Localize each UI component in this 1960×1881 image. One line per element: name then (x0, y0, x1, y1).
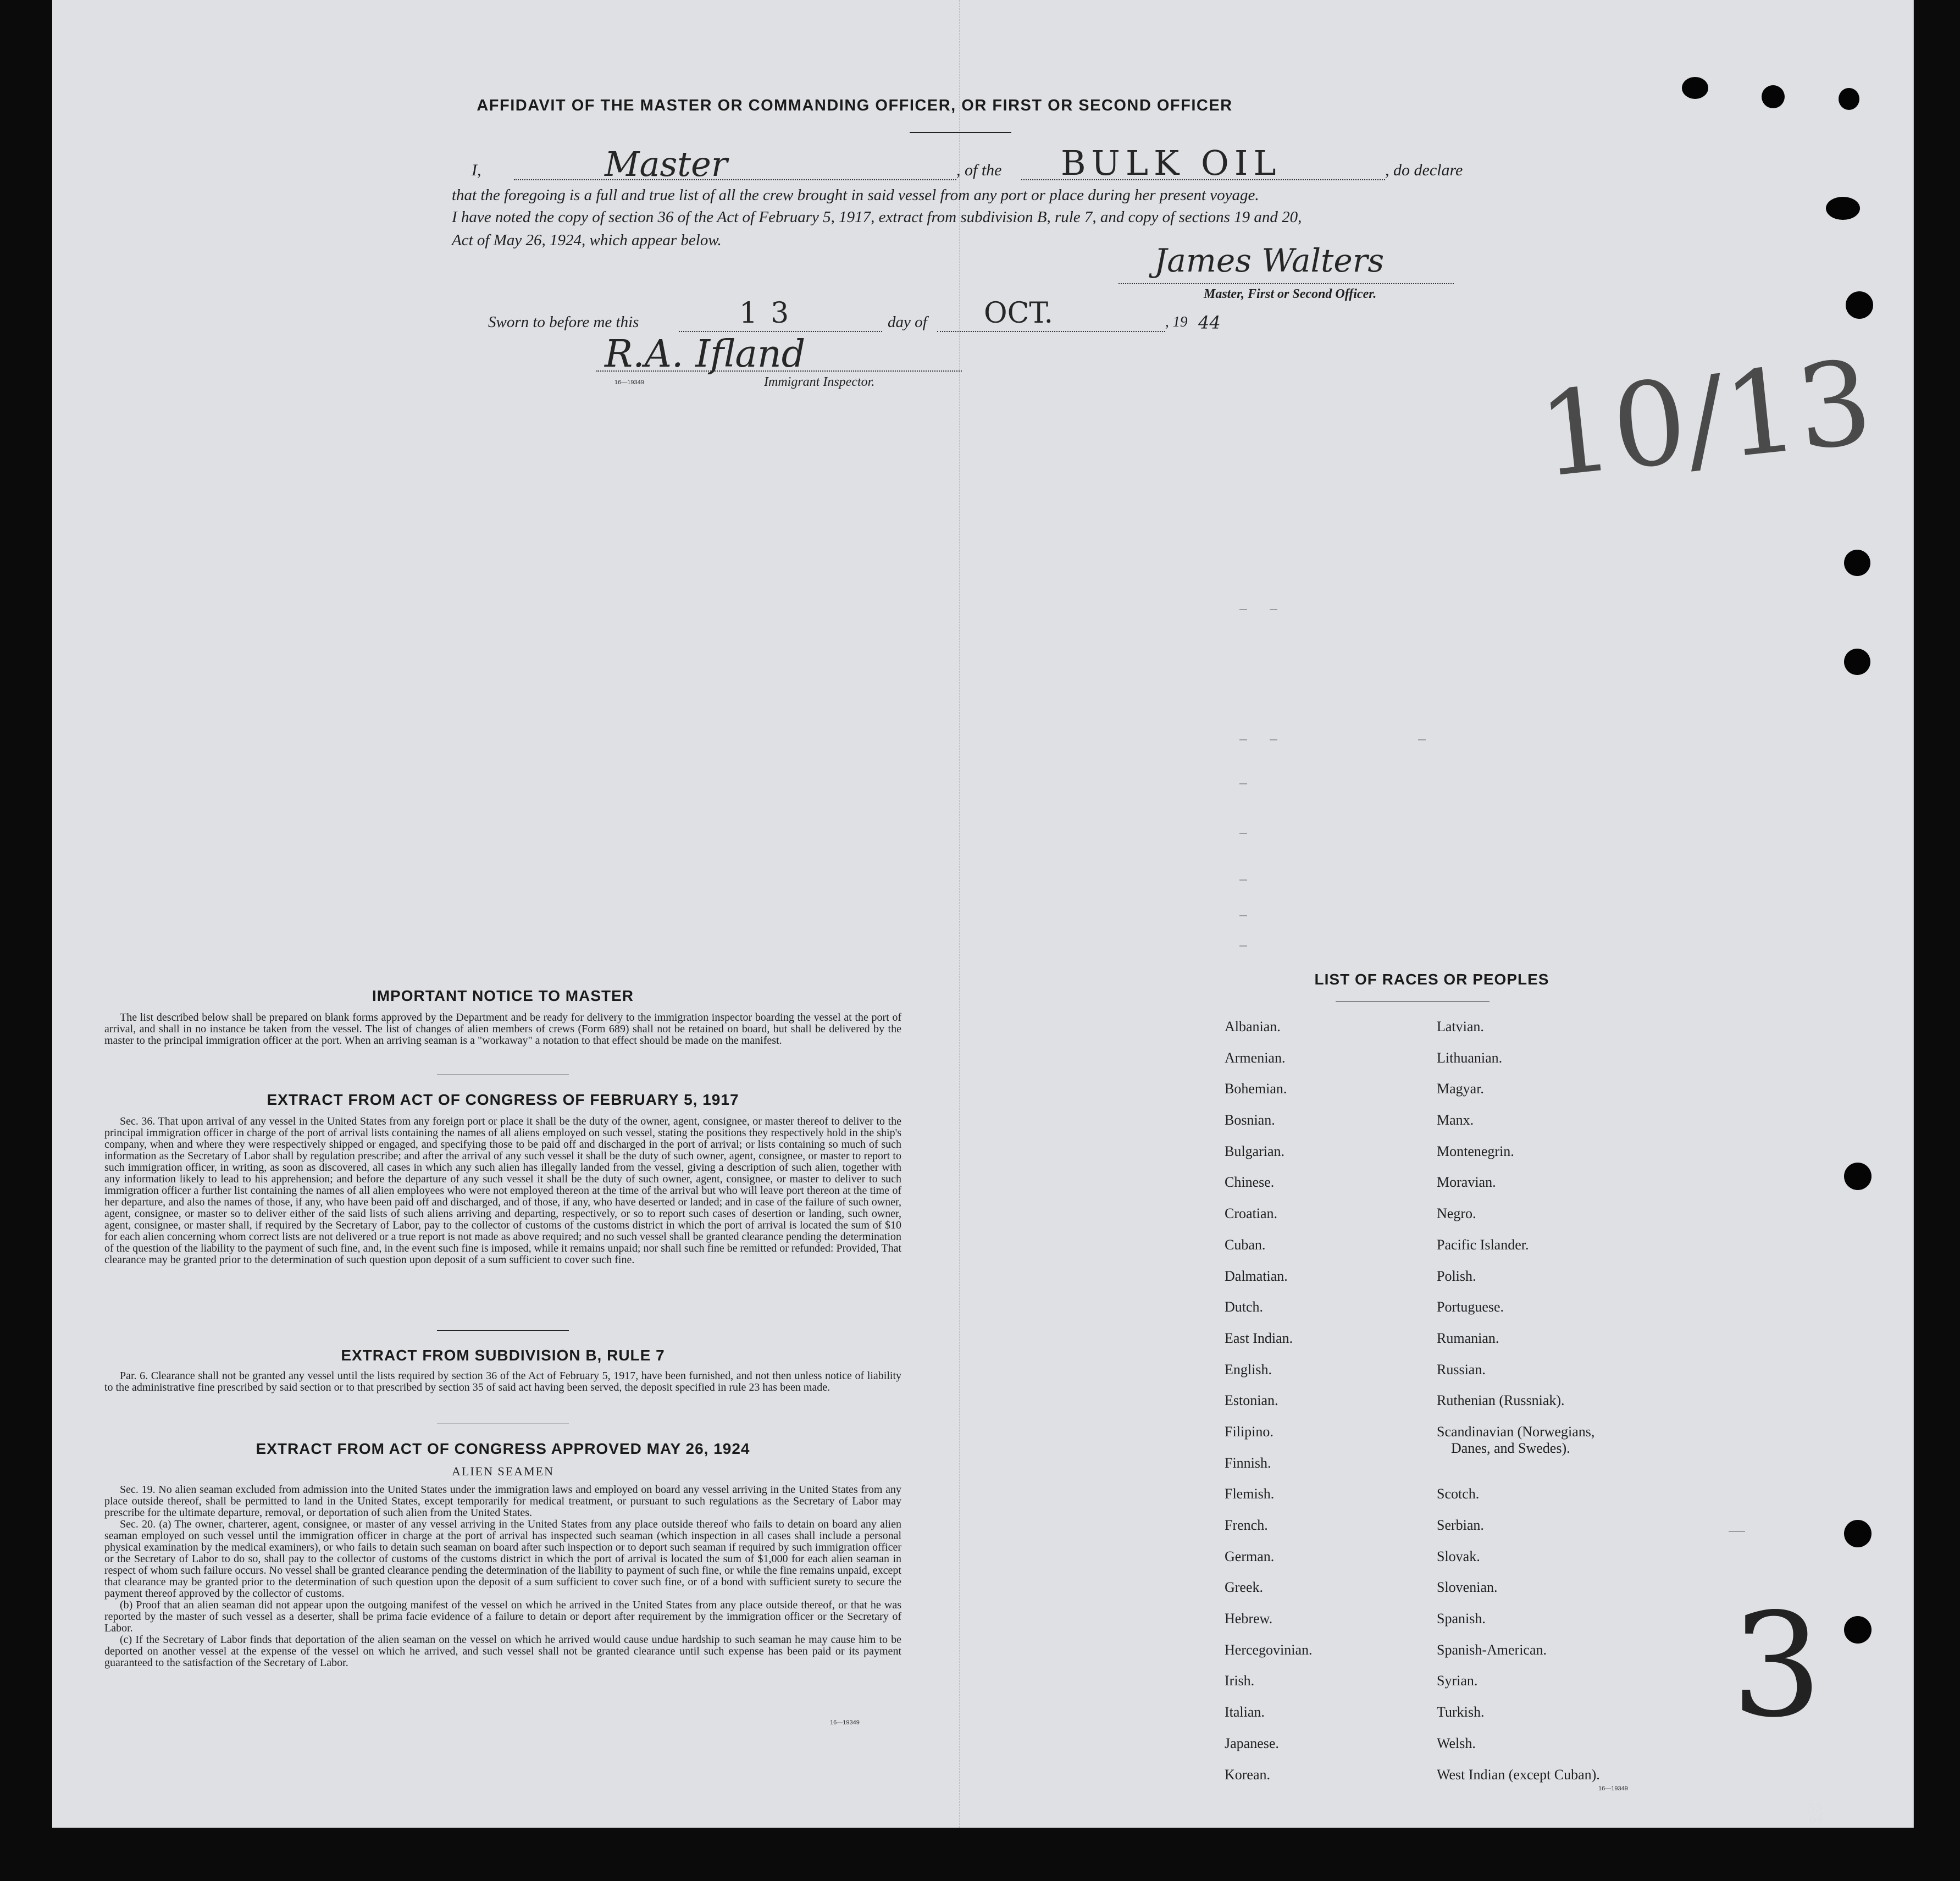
race-item: Armenian. (1225, 1049, 1286, 1066)
race-item: Scandinavian (Norwegians, (1437, 1423, 1595, 1440)
faint-mark (1270, 609, 1277, 610)
race-item: Bohemian. (1225, 1081, 1287, 1097)
extract-1917-title: EXTRACT FROM ACT OF CONGRESS OF FEBRUARY 5, 1917 (267, 1091, 739, 1108)
race-item: Scotch. (1437, 1486, 1480, 1502)
race-item: Finnish. (1225, 1454, 1271, 1471)
race-item: Rumanian. (1437, 1330, 1499, 1346)
section-36-paragraph: Sec. 36. That upon arrival of any vessel in the United States from any foreign port or place it shall be the duty of the owner, agent, consignee, or master thereof to deliver to the principal immigration officer in charge of the port of arrival lists containing the names of all aliens employed on such vessel, stating the positions they respectively hold in the ship's company, when and where they were respectively shipped or engaged, and specifying those to be paid off and discharged in the port of arrival; or lists containing so much of such information as the Secretary of Labor shall by regulation prescribe; and after the arrival of any such vessel it shall be the duty of such owner, agent, consignee, or master to report to such immigration officer, in writing, as soon as discovered, all cases in which any such alien has illegally landed from the vessel, giving a description of such alien, together with any information likely to lead to his apprehension; and before the departure of any such vessel it shall be the duty of such owner, agent, consignee, or master to deliver to such immigration officer a further list containing the names of all alien employees who were not employed thereon at the time of the arrival but who will leave port thereon at the time of her departure, and also the names of those, if any, who have been paid off and discharged, and of those, if any, who have deserted or landed; and in case of the failure of such owner, agent, consignee, or master so to deliver either of the said lists of such aliens arriving and departing, respectively, or so to report such cases of desertion or landing, such owner, agent, consignee, or master shall, if required by the Secretary of Labor, pay to the collector of customs of the customs district in which the port of arrival is located the sum of $10 for each alien concerning whom correct lists are not delivered or a true report is not made as above required; and no such vessel shall be granted clearance pending the determination of the question of the liability to the payment of such fine, and, in the event such fine is imposed, while it remains unpaid; nor shall such fine be remitted or refunded: Provided, That clearance may be granted prior to the determination of such question upon deposit of a sum sufficient to cover such fine. (104, 1115, 901, 1266)
race-item: English. (1225, 1361, 1272, 1377)
section-20a-paragraph: Sec. 20. (a) The owner, charterer, agent, consignee, or master of any vessel arriving in the United States from any place outside thereof who fails to detain on board any alien seaman employed on such vessel until the immigration officer in charge at the port of arrival has inspected such seaman (which inspection in all cases shall include a personal physical examination by the medical examiners), or who fails to detain such seaman on board after such inspection or to deport such seaman if required by such immigration officer or the Secretary of Labor to do so, shall pay to the collector of customs of the customs district in which the port of arrival is located the sum of $1,000 for each alien seaman in respect of whom such failure occurs. No vessel shall be granted clearance pending the determination of the liability to payment of such fine, or while the fine remains unpaid, except that clearance may be granted prior to the determination of such question upon the deposit of a sum sufficient to cover such fine, or of a bond with sufficient surety to secure the payment thereof approved by the collector of customs. (104, 1518, 901, 1600)
race-item: Bulgarian. (1225, 1143, 1285, 1159)
race-item: Russian. (1437, 1361, 1486, 1377)
race-item: Dutch. (1225, 1299, 1264, 1315)
notice-text (104, 1012, 901, 1047)
inspector-label: Immigrant Inspector. (764, 375, 875, 389)
races-left-column (1225, 1018, 1313, 1797)
punch-hole (1844, 649, 1870, 675)
punch-hole (1839, 88, 1859, 110)
race-item: Filipino. (1225, 1423, 1274, 1440)
race-item: Italian. (1225, 1704, 1265, 1720)
race-item: Greek. (1225, 1579, 1264, 1596)
date-annotation-handwriting: 10/13 (1532, 335, 1878, 504)
race-item: Flemish. (1225, 1486, 1275, 1502)
faint-mark (1239, 945, 1247, 947)
race-item: Pacific Islander. (1437, 1236, 1529, 1253)
extract-1917-rule (437, 1330, 569, 1331)
race-item: Magyar. (1437, 1081, 1484, 1097)
race-item: Syrian. (1437, 1673, 1478, 1689)
punch-hole (1682, 77, 1708, 99)
faint-mark (1270, 739, 1277, 740)
faint-mark (1239, 783, 1247, 784)
month-handwriting: OCT. (984, 297, 1053, 330)
faint-mark (1239, 915, 1247, 916)
punch-hole (1826, 197, 1860, 220)
faint-mark (1239, 833, 1247, 834)
race-item: Hebrew. (1225, 1611, 1273, 1627)
inspector-signature-handwriting: R.A. Ifland (605, 333, 806, 376)
race-item: Ruthenian (Russniak). (1437, 1392, 1565, 1409)
master-signature-handwriting: James Walters (1154, 242, 1385, 279)
affidavit-of-the: , of the (956, 161, 1002, 179)
race-item: Serbian. (1437, 1517, 1484, 1534)
faint-mark (1729, 1531, 1745, 1532)
corner-annotation-handwriting: 55 64 (1806, 1800, 1825, 1827)
races-title: LIST OF RACES OR PEOPLES (1314, 971, 1549, 988)
race-item: Slovenian. (1437, 1579, 1498, 1596)
day-of-text: day of (888, 313, 927, 331)
race-item: Turkish. (1437, 1704, 1485, 1720)
race-item: Polish. (1437, 1268, 1476, 1284)
faint-mark (1239, 609, 1247, 610)
master-name-handwriting: Master (605, 144, 728, 184)
punch-hole (1846, 291, 1873, 319)
faint-mark (1239, 879, 1247, 881)
race-item: Bosnian. (1225, 1112, 1275, 1128)
punch-hole (1762, 85, 1785, 108)
races-form-number: 16—19349 (1598, 1785, 1628, 1792)
year-handwriting: 44 (1198, 312, 1221, 333)
day-handwriting: 13 (739, 297, 802, 330)
race-item: Irish. (1225, 1673, 1255, 1689)
race-item: Estonian. (1225, 1392, 1278, 1409)
extract-1917-text (104, 1116, 901, 1266)
affidavit-title: AFFIDAVIT OF THE MASTER OR COMMANDING OFFICER, OR FIRST OR SECOND OFFICER (477, 97, 1233, 114)
rule7-title: EXTRACT FROM SUBDIVISION B, RULE 7 (341, 1347, 665, 1364)
races-right-column (1437, 1018, 1600, 1797)
race-item: Croatian. (1225, 1205, 1278, 1222)
vessel-name-handwriting: BULK OIL (1061, 143, 1282, 183)
year-prefix: , 19 (1165, 313, 1188, 330)
race-item: Cuban. (1225, 1236, 1266, 1253)
extract-1924-text (104, 1484, 901, 1669)
race-item: Moravian. (1437, 1174, 1496, 1191)
race-item: Welsh. (1437, 1735, 1476, 1751)
race-item: West Indian (except Cuban). (1437, 1766, 1600, 1783)
master-label: Master, First or Second Officer. (1204, 287, 1377, 301)
rule7-paragraph: Par. 6. Clearance shall not be granted any vessel until the lists required by section 36 of the Act of February 5, 1917, have been furnished, and not then unless notice of liability to the administrative fine prescribed by said section or to that prescribed by section 35 of said act having been served, the deposit specified in rule 23 has been made. (104, 1370, 901, 1393)
extract-1924-title: EXTRACT FROM ACT OF CONGRESS APPROVED MAY 26, 1924 (256, 1440, 750, 1457)
rule7-text (104, 1370, 901, 1393)
affidavit-i: I, (472, 161, 481, 179)
punch-hole (1844, 1163, 1872, 1190)
race-item: French. (1225, 1517, 1268, 1533)
notice-title: IMPORTANT NOTICE TO MASTER (372, 987, 634, 1004)
race-item: Japanese. (1225, 1735, 1279, 1751)
faint-mark (1418, 739, 1426, 740)
section-20b-paragraph: (b) Proof that an alien seaman did not appear upon the outgoing manifest of the vessel on which he arrived in the United States from any place outside thereof, or that he was reported by the master of such vessel as a deserter, shall be prima facie evidence of a failure to detain or deport after requirement by the immigration officer or the Secretary of Labor. (104, 1599, 901, 1634)
race-item: Negro. (1437, 1205, 1476, 1222)
center-fold (959, 0, 960, 1828)
race-item: Hercegovinian. (1225, 1641, 1313, 1658)
affidavit-title-rule (910, 132, 1011, 133)
affidavit-line3: I have noted the copy of section 36 of the Act of February 5, 1917, extract from subdivision B, rule 7, and copy of sections 19 and 20, (452, 208, 1302, 226)
affidavit-do-declare: , do declare (1385, 161, 1463, 179)
section-19-paragraph: Sec. 19. No alien seaman excluded from admission into the United States under the immigration laws and employed on board any vessel arriving in the United States from any place outside thereof, shall be permitted to land in the United States, except temporarily for medical treatment, or pursuant to such regulations as the Secretary of Labor may prescribe for the ultimate departure, removal, or deportation of such alien from the United States. (104, 1484, 901, 1519)
affidavit-form-number: 16—19349 (614, 379, 644, 386)
faint-mark (1239, 739, 1247, 740)
name-fill-line (514, 163, 956, 180)
affidavit-line2: that the foregoing is a full and true list of all the crew brought in said vessel from any port or place during her present voyage. (452, 186, 1259, 204)
punch-hole (1844, 1616, 1872, 1644)
race-item: Danes, and Swedes). (1451, 1440, 1570, 1456)
number-annotation-handwriting: 3 (1731, 1583, 1823, 1749)
affidavit-line4: Act of May 26, 1924, which appear below. (452, 231, 722, 249)
race-item: Albanian. (1225, 1019, 1281, 1034)
sworn-text: Sworn to before me this (488, 313, 639, 331)
extract-1924-subtitle: ALIEN SEAMEN (452, 1464, 554, 1478)
punch-hole (1844, 1520, 1872, 1547)
race-item: Slovak. (1437, 1548, 1480, 1564)
race-item: Dalmatian. (1225, 1268, 1288, 1284)
punch-hole (1844, 550, 1870, 576)
race-item: Chinese. (1225, 1174, 1275, 1191)
race-item: Manx. (1437, 1112, 1474, 1128)
race-item: Lithuanian. (1437, 1049, 1503, 1066)
section-20c-paragraph: (c) If the Secretary of Labor finds that deportation of the alien seaman on the vessel on which he arrived would cause undue hardship to such seaman he may cause him to be deported on another vessel at the expense of the vessel on which he arrived, and such vessel shall not be granted clearance until such expense has been paid or its payment guaranteed to the satisfaction of the Secretary of Labor. (104, 1634, 901, 1669)
race-item: Latvian. (1437, 1019, 1484, 1034)
race-item: Spanish. (1437, 1611, 1486, 1627)
race-item: German. (1225, 1548, 1275, 1564)
extract-1924-form-number: 16—19349 (830, 1719, 860, 1726)
race-item: Portuguese. (1437, 1299, 1504, 1315)
notice-paragraph: The list described below shall be prepared on blank forms approved by the Department and be ready for delivery to the immigration inspector boarding the vessel at the port of arrival, and shall in no instance be taken from the vessel. The list of changes of alien members of crews (Form 689) shall not be retained on board, but shall be delivered by the master to the principal immigration officer at the port. When an arriving seaman is a "workaway" a notation to that effect should be made on the manifest. (104, 1011, 901, 1047)
race-item: Korean. (1225, 1766, 1271, 1783)
race-item: Spanish-American. (1437, 1641, 1547, 1658)
race-item: Montenegrin. (1437, 1143, 1514, 1159)
race-item: East Indian. (1225, 1330, 1293, 1346)
